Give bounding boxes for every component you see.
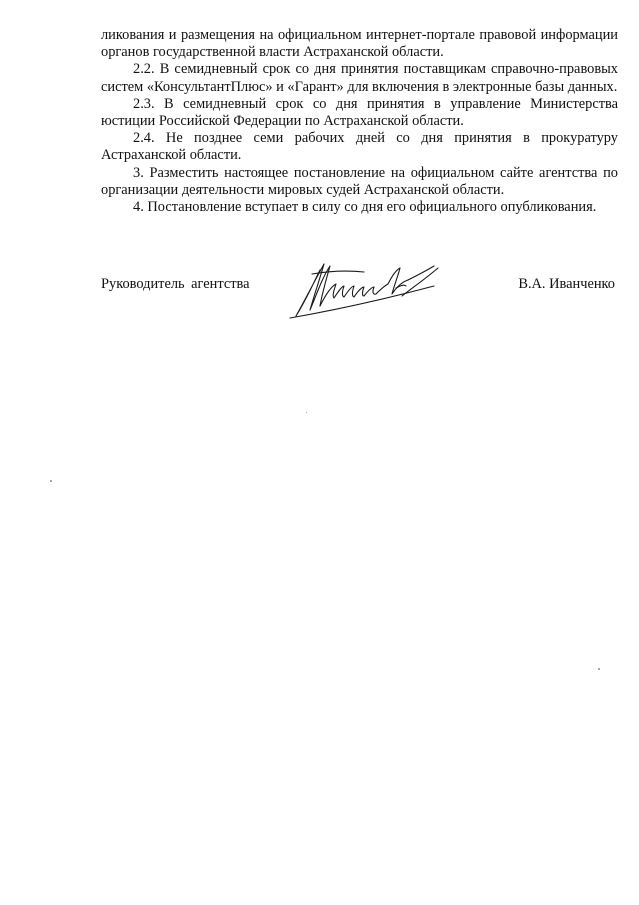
- scan-speck: [50, 480, 52, 482]
- scan-speck: [306, 412, 307, 413]
- handwritten-signature: [284, 256, 444, 326]
- paragraph-4: 4. Постановление вступает в силу со дня его официального опубликования.: [133, 199, 597, 216]
- paragraph-2-4: 2.4. Не позднее семи рабочих дней со дня принятия в прокуратуру Астраханской области.: [101, 130, 618, 164]
- paragraph-3: 3. Разместить настоящее постановление на официальном сайте агентства по организации деятельности мировых судей Астраханской области.: [101, 164, 618, 198]
- document-body: [101, 27, 618, 216]
- paragraph-continuation: ликования и размещения на официальном интернет-портале правовой информации органов государственной власти Астраханской области.: [101, 27, 618, 61]
- scan-speck: [598, 668, 600, 670]
- signatory-title: Руководитель агентства: [101, 276, 250, 292]
- signatory-name: В.А. Иванченко: [518, 276, 615, 292]
- paragraph-2-3: 2.3. В семидневный срок со дня принятия в управление Министерства юстиции Российской Федерации по Астраханской области.: [101, 95, 618, 130]
- paragraph-2-2: 2.2. В семидневный срок со дня принятия поставщикам справочно-правовых систем «КонсультантПлюс» и «Гарант» для включения в электронные базы данных.: [101, 61, 618, 95]
